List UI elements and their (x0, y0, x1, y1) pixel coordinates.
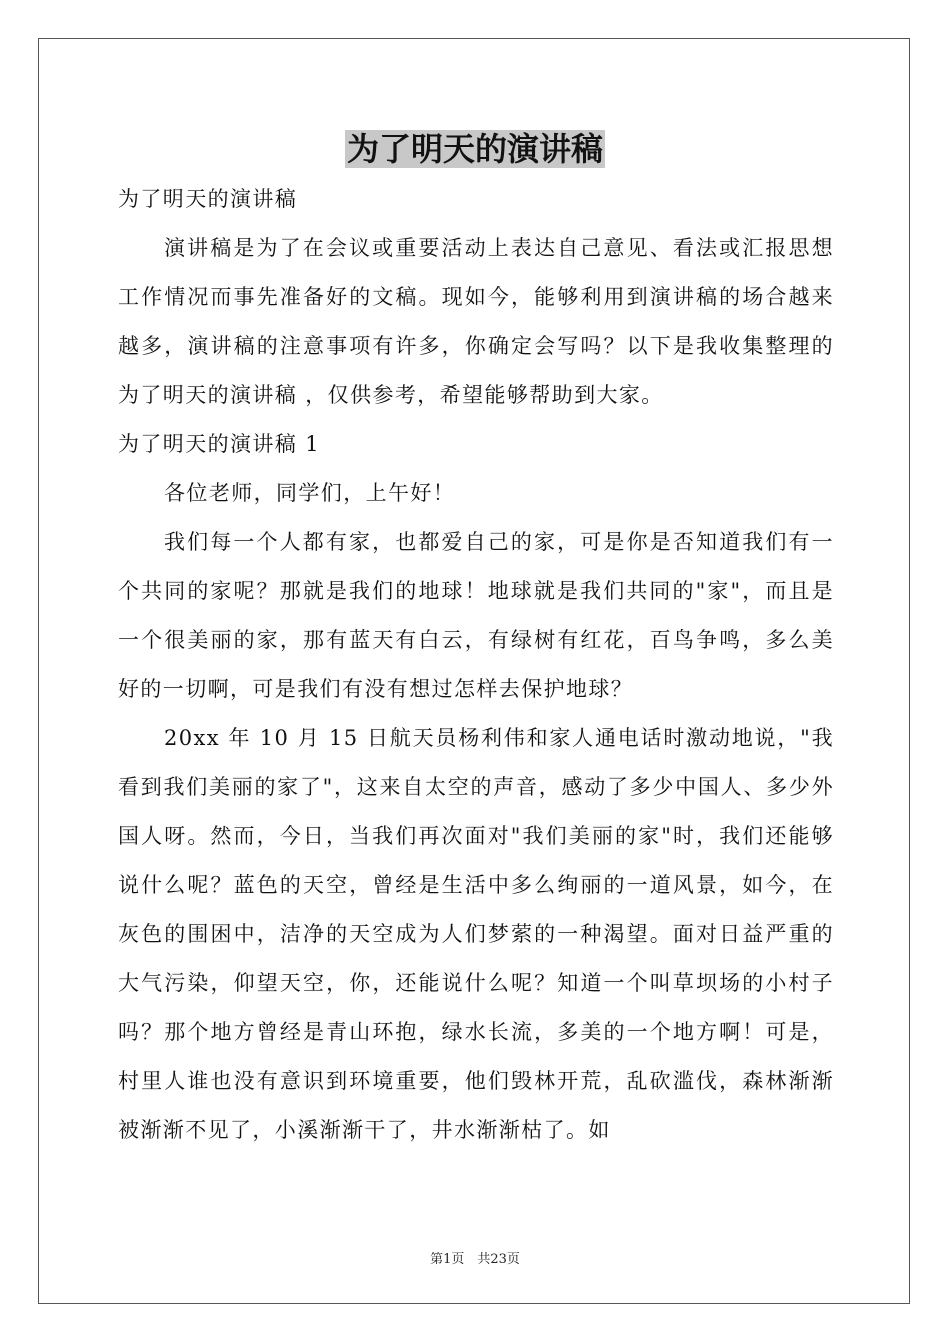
paragraph-intro: 演讲稿是为了在会议或重要活动上表达自己意见、看法或汇报思想工作情况而事先准备好的文稿。现如今，能够利用到演讲稿的场合越来越多，演讲稿的注意事项有许多，你确定会写吗？以下是我收集整理的为了明天的演讲稿 ，仅供参考，希望能够帮助到大家。 (118, 236, 834, 407)
document-body (118, 175, 834, 1155)
title-text: 为了明天的演讲稿 (346, 130, 603, 168)
paragraph-greeting: 各位老师，同学们，上午好！ (164, 481, 456, 505)
paragraph-astronaut: 20xx 年 10 月 15 日航天员杨利伟和家人通电话时激动地说，"我看到我们美丽的家了"，这来自太空的声音，感动了多少中国人、多少外国人呀。然而，今日，当我们再次面对"我们美丽的家"时，我们还能够说什么呢？蓝色的天空，曾经是生活中多么绚丽的一道风景，如今，在灰色的围困中，洁净的天空成为人们梦萦的一种渴望。面对日益严重的大气污染，仰望天空，你，还能说什么呢？知道一个叫草坝场的小村子吗？那个地方曾经是青山环抱，绿水长流，多美的一个地方啊！可是，村里人谁也没有意识到环境重要，他们毁林开荒，乱砍滥伐，森林渐渐被渐渐不见了，小溪渐渐干了，井水渐渐枯了。如 (118, 726, 834, 1142)
paragraph-subtitle: 为了明天的演讲稿 (118, 187, 298, 211)
document-title (0, 127, 950, 171)
section-heading-1: 为了明天的演讲稿 1 (118, 432, 321, 456)
page-footer: 第1页 共23页 (430, 1252, 520, 1267)
paragraph-home: 我们每一个人都有家，也都爱自己的家，可是你是否知道我们有一个共同的家呢？那就是我们的地球！地球就是我们共同的"家"，而且是一个很美丽的家，那有蓝天有白云，有绿树有红花，百鸟争鸣，多么美好的一切啊，可是我们有没有想过怎样去保护地球？ (118, 530, 834, 701)
